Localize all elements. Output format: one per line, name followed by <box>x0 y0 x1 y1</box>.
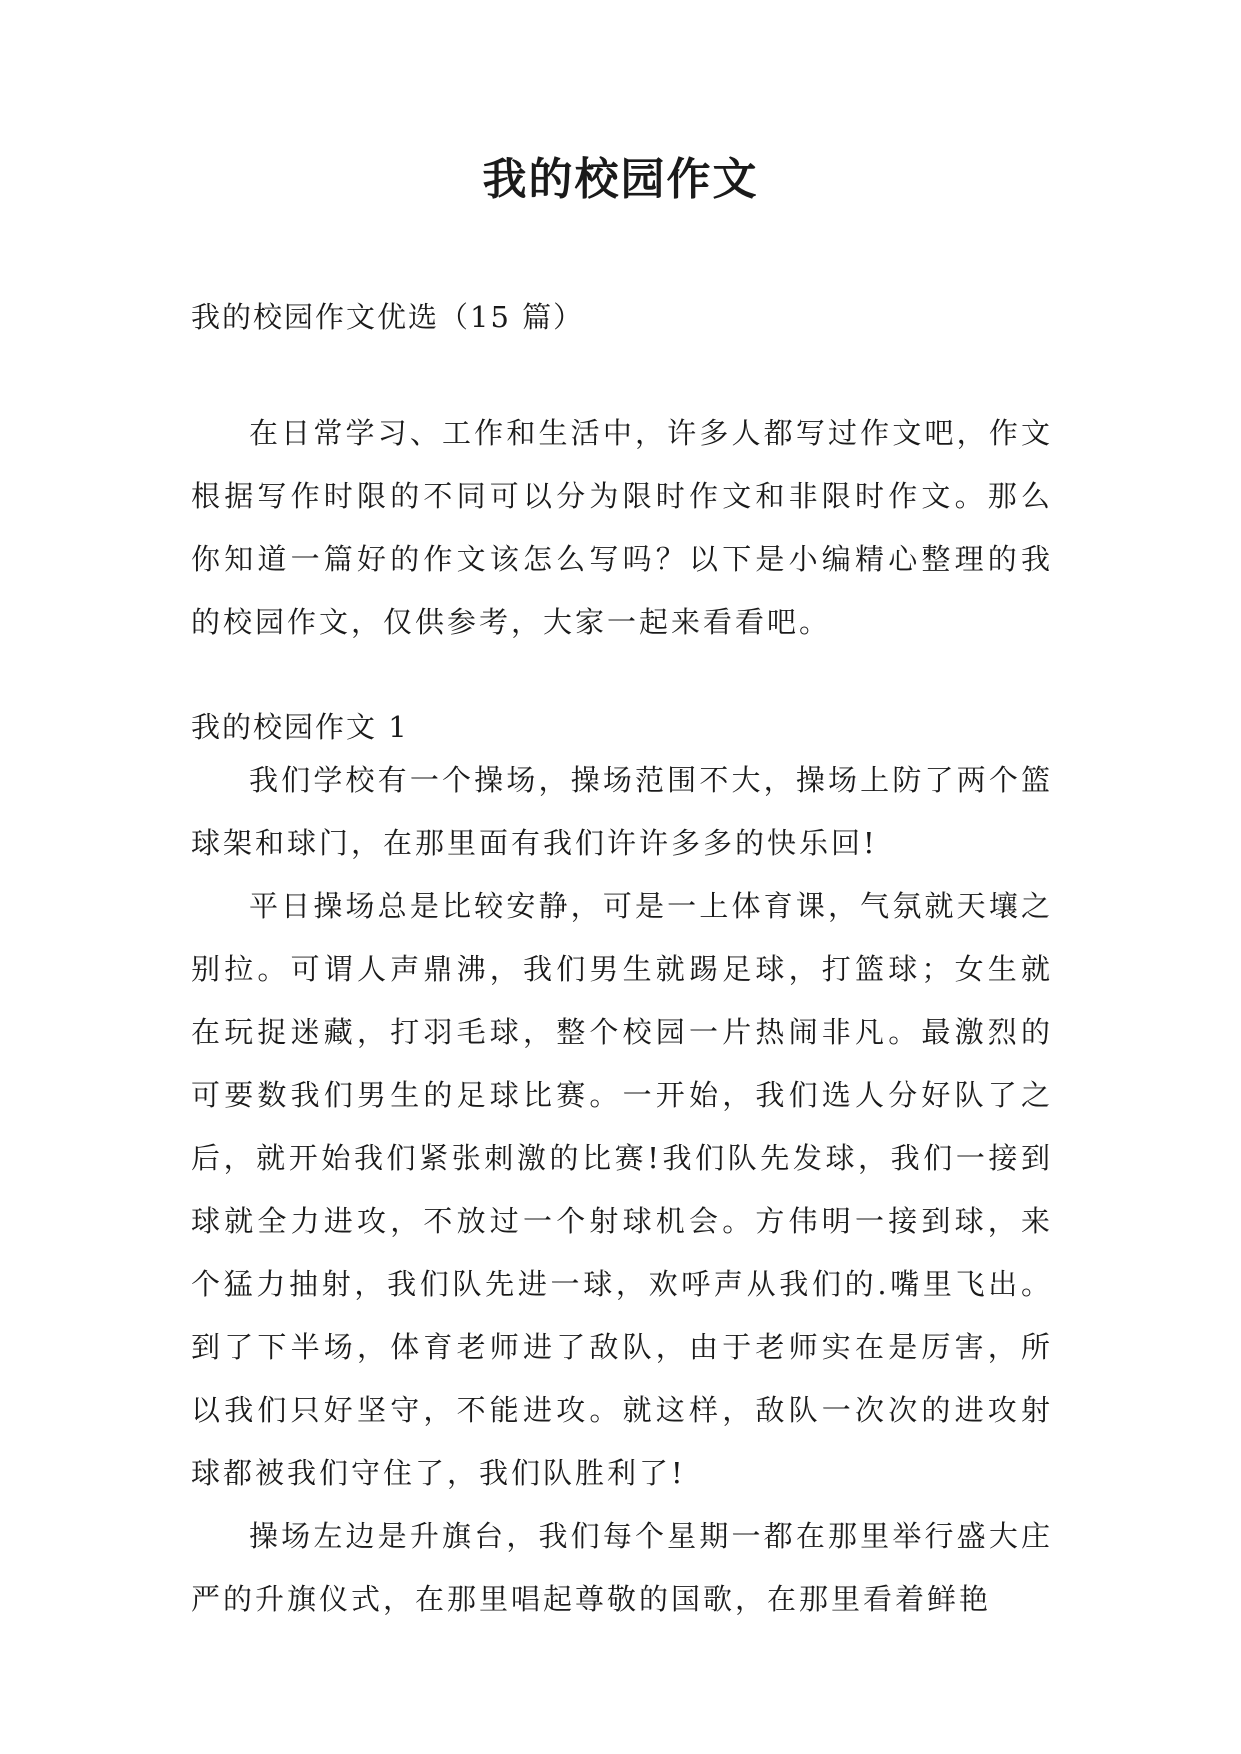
intro-paragraph: 在日常学习、工作和生活中，许多人都写过作文吧，作文根据写作时限的不同可以分为限时作文和非限时作文。那么你知道一篇好的作文该怎么写吗？以下是小编精心整理的我的校园作文，仅供参考，大家一起来看看吧。 <box>191 416 1053 639</box>
document-subtitle: 我的校园作文优选（15 篇） <box>191 300 585 334</box>
essay-paragraph: 平日操场总是比较安静，可是一上体育课，气氛就天壤之别拉。可谓人声鼎沸，我们男生就踢足球，打篮球；女生就在玩捉迷藏，打羽毛球，整个校园一片热闹非凡。最激烈的可要数我们男生的足球比赛。一开始，我们选人分好队了之后，就开始我们紧张刺激的比赛!我们队先发球，我们一接到球就全力进攻，不放过一个射球机会。方伟明一接到球，来个猛力抽射，我们队先进一球，欢呼声从我们的.嘴里飞出。到了下半场，体育老师进了敌队，由于老师实在是厉害，所以我们只好坚守，不能进攻。就这样，敌队一次次的进攻射球都被我们守住了，我们队胜利了! <box>191 889 1053 1490</box>
essay-paragraph: 我们学校有一个操场，操场范围不大，操场上防了两个篮球架和球门，在那里面有我们许许多多的快乐回! <box>191 763 1053 860</box>
essay-body <box>191 749 1053 1631</box>
section-heading: 我的校园作文 1 <box>191 710 409 744</box>
document-title: 我的校园作文 <box>482 154 759 205</box>
essay-paragraph: 操场左边是升旗台，我们每个星期一都在那里举行盛大庄严的升旗仪式，在那里唱起尊敬的国歌，在那里看着鲜艳 <box>191 1519 1053 1616</box>
